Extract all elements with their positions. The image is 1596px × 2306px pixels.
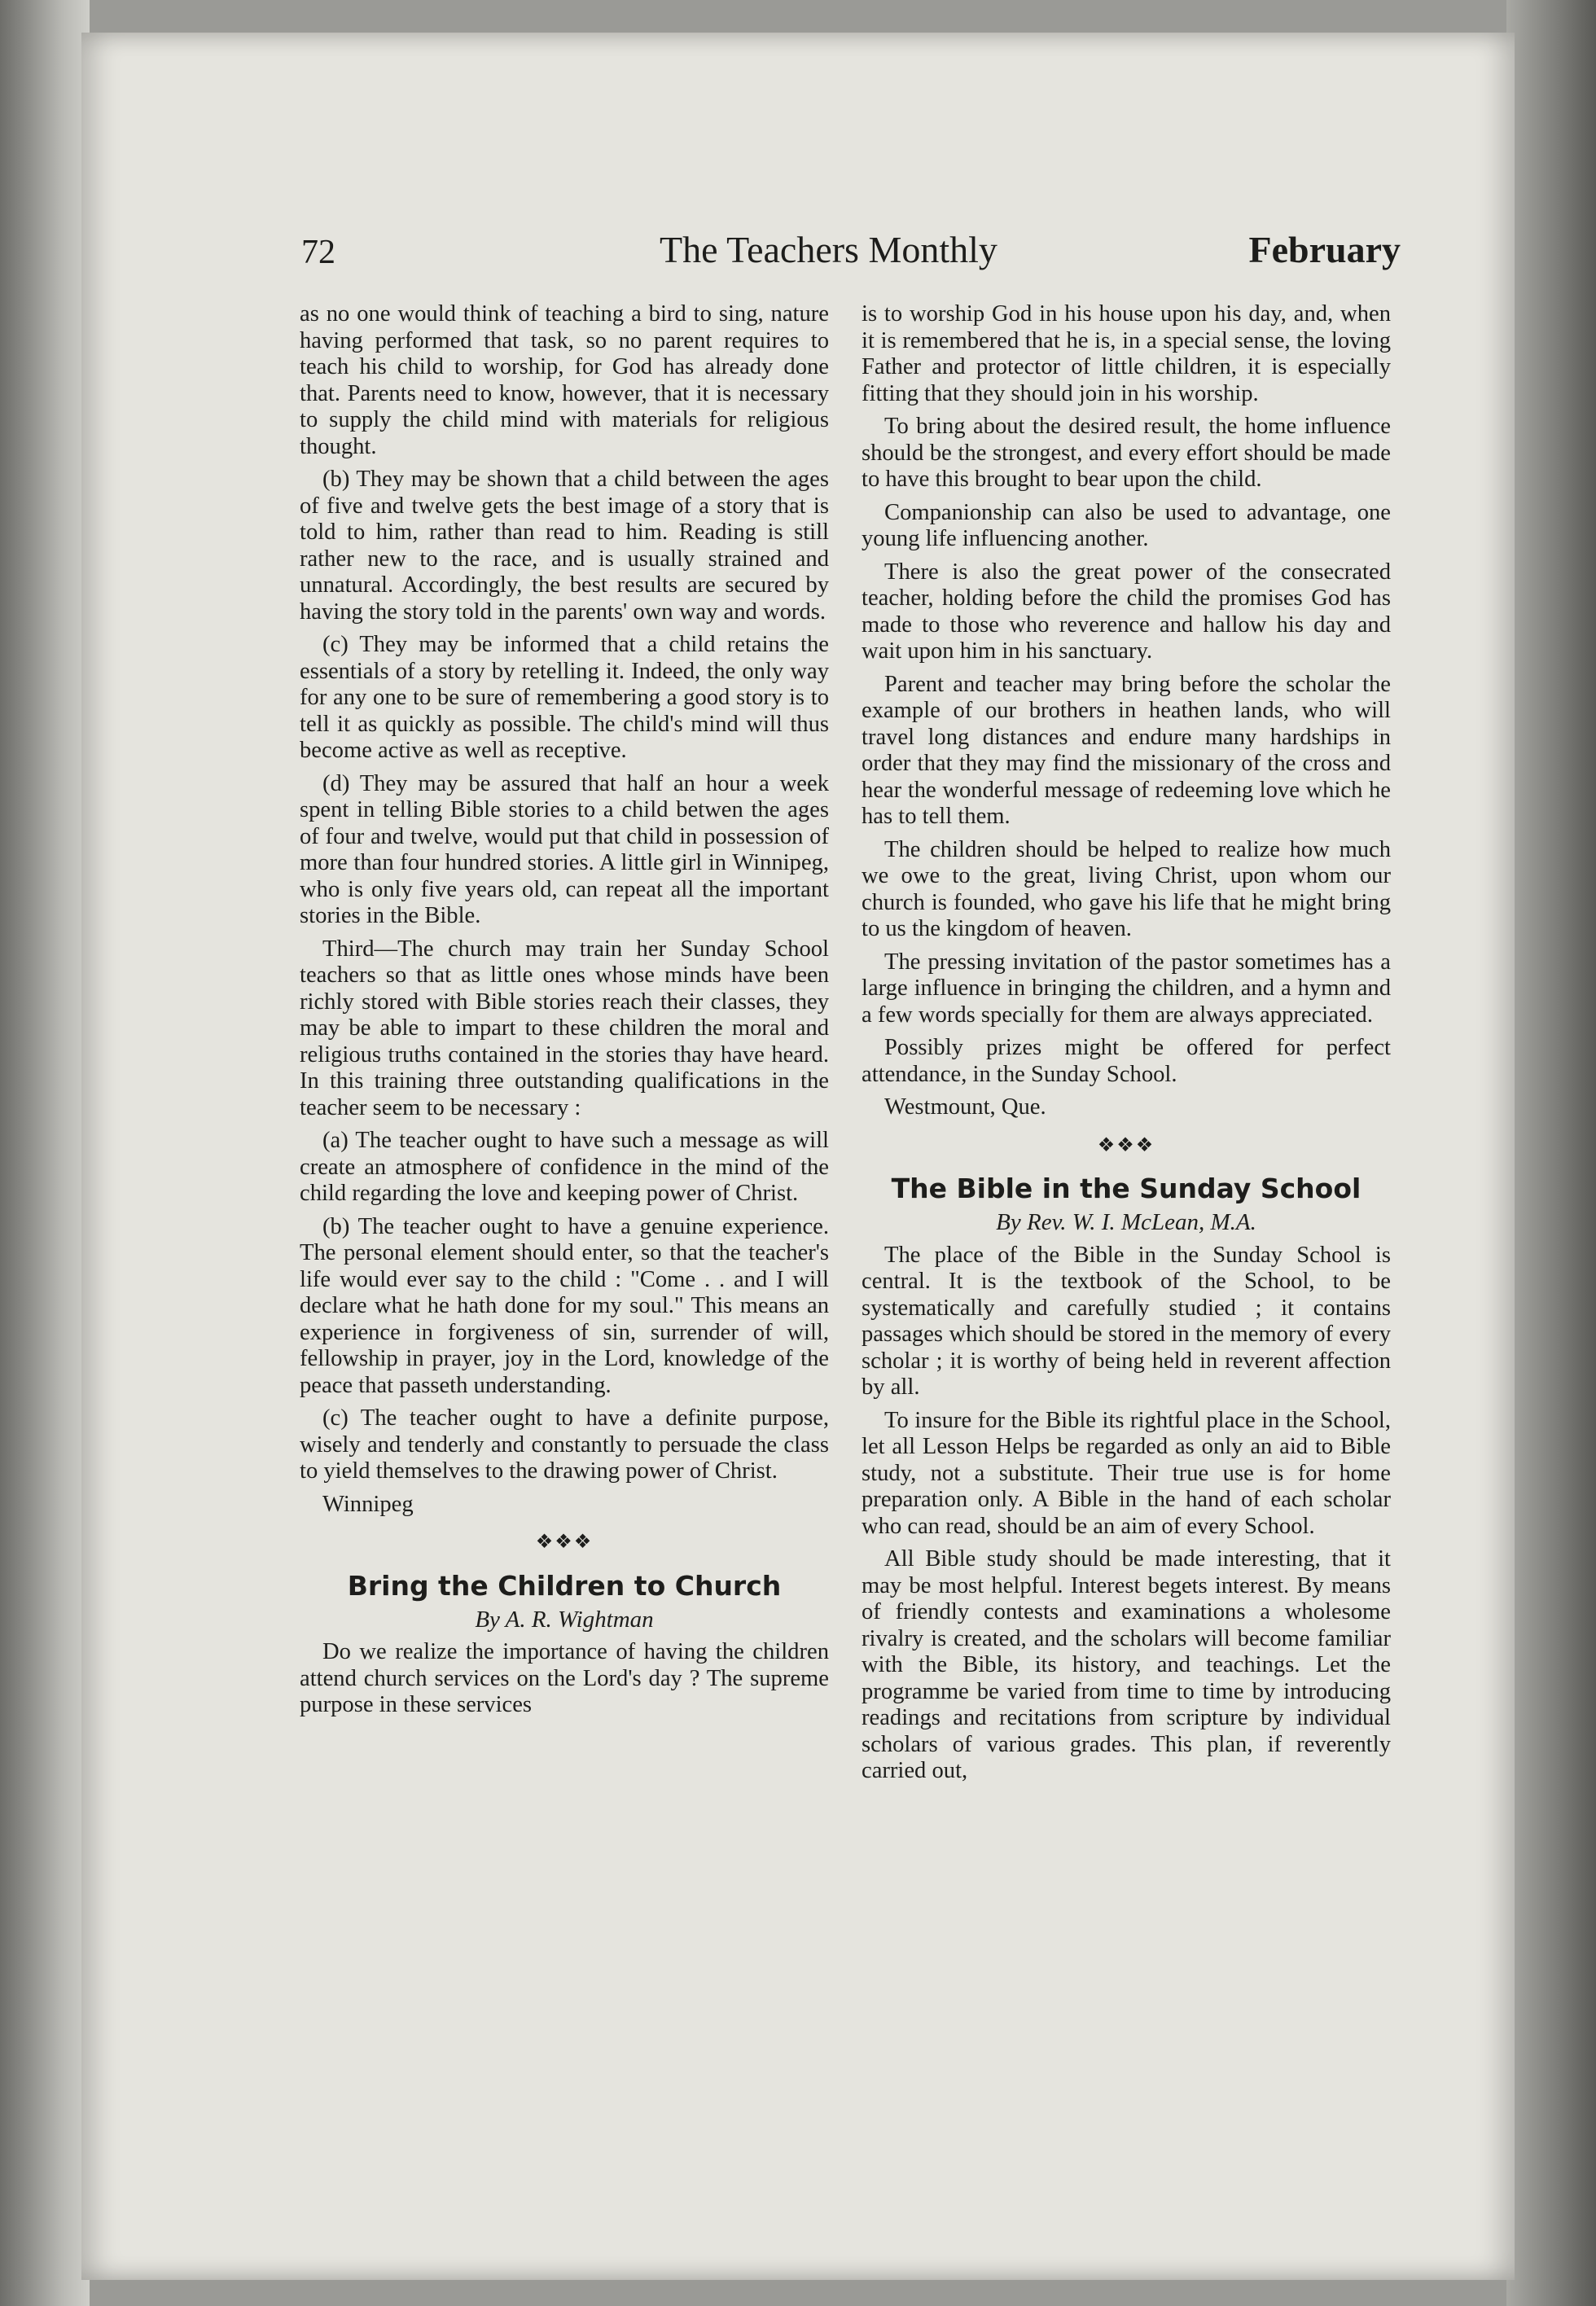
paragraph: The children should be helped to realize how much we owe to the great, living Christ, upon whom our church is founded, who gave his life that he might bring to us the kingdom of heaven.	[862, 836, 1391, 941]
paragraph: Possibly prizes might be offered for perfect attendance, in the Sunday School.	[862, 1035, 1391, 1087]
running-header	[301, 228, 1401, 285]
paragraph: is to worship God in his house upon his day, and, when it is remembered that he is, in a special sense, the loving Father and protector of little children, it is especially fitting that they should join in his worship.	[862, 301, 1391, 406]
scan-left-edge	[0, 0, 90, 2306]
paragraph: (b) The teacher ought to have a genuine experience. The personal element should enter, so that the teacher's life would ever say to the child : "Come . . and I will declare what he hath done for my soul." This means an experience in forgiveness of sin, surrender of will, fellowship in prayer, joy in the Lord, knowledge of the peace that passeth understanding.	[300, 1213, 829, 1398]
paragraph: Do we realize the importance of having the children attend church services on the Lord's day ? The supreme purpose in these services	[300, 1639, 829, 1717]
article-title: The Bible in the Sunday School	[891, 1173, 1361, 1204]
paragraph: To insure for the Bible its rightful place in the School, let all Lesson Helps be regarded as only an aid to Bible study, not a substitute. Their true use is for home preparation only. A Bible in the hand of each scholar who can read, should be an aim of every School.	[862, 1407, 1391, 1539]
ornament-divider: ❖❖❖	[1097, 1134, 1155, 1156]
paragraph: Third—The church may train her Sunday School teachers so that as little ones whose minds have been richly stored with Bible stories reach their classes, they may be able to impart to these children the moral and religious truths contained in the stories thay have heard. In this training three outstanding qualifications in the teacher seem to be necessary :	[300, 936, 829, 1120]
article-title: Bring the Children to Church	[347, 1569, 782, 1602]
article-byline: By A. R. Wightman	[475, 1606, 654, 1633]
left-column	[300, 301, 829, 1725]
paragraph: (c) The teacher ought to have a definite purpose, wisely and tenderly and constantly to persuade the class to yield themselves to the drawing power of Christ.	[300, 1405, 829, 1484]
issue-month: February	[1248, 229, 1401, 270]
paragraph: The place of the Bible in the Sunday School is central. It is the textbook of the School, to be systematically and carefully studied ; it contains passages which should be stored in the memory of every scholar ; it is worthy of being held in reverent affection by all.	[862, 1242, 1391, 1400]
paragraph: as no one would think of teaching a bird to sing, nature having performed that task, so no parent requires to teach his child to worship, for God has already done that. Parents need to know, however, that it is necessary to supply the child mind with materials for religious thought.	[300, 301, 829, 459]
paragraph: (b) They may be shown that a child between the ages of five and twelve gets the best image of a story that is told to him, rather than read to him. Reading is still rather new to the race, and is usually strained and unnatural. Accordingly, the best results are secured by having the story told in the parents' own way and words.	[300, 467, 829, 625]
paragraph: Parent and teacher may bring before the scholar the example of our brothers in heathen lands, who will travel long distances and endure many hardships in order that they may find the missionary of the cross and hear the wonderful message of redeeming love which he has to tell them.	[862, 671, 1391, 829]
ornament-divider: ❖❖❖	[535, 1532, 594, 1553]
paragraph: All Bible study should be made interesting, that it may be most helpful. Interest begets interest. By means of friendly contests and examinations a wholesome rivalry is created, and the scholars will become familiar with the Bible, its history, and teachings. Let the programme be varied from time to time by introducing readings and recitations from scripture by individual scholars of various grades. This plan, if reverently carried out,	[862, 1546, 1391, 1783]
paragraph: (a) The teacher ought to have such a message as will create an atmosphere of confidence in the mind of the child regarding the love and keeping power of Christ.	[300, 1128, 829, 1206]
scan-right-edge	[1506, 0, 1596, 2306]
journal-title: The Teachers Monthly	[660, 229, 998, 270]
paragraph: To bring about the desired result, the home influence should be the strongest, and every effort should be made to have this brought to bear upon the child.	[862, 414, 1391, 492]
paragraph: There is also the great power of the consecrated teacher, holding before the child the promises God has made to those who reverence and hallow his day and wait upon him in his sanctuary.	[862, 559, 1391, 664]
paragraph: Companionship can also be used to advantage, one young life influencing another.	[862, 499, 1391, 551]
dateline: Winnipeg	[322, 1491, 414, 1517]
right-column	[862, 301, 1391, 1791]
paragraph: (c) They may be informed that a child retains the essentials of a story by retelling it. Indeed, the only way for any one to be sure of remembering a good story is to tell it as quickly as possible. The child's mind will thus become active as well as receptive.	[300, 632, 829, 763]
page-number: 72	[301, 234, 335, 271]
paragraph: The pressing invitation of the pastor sometimes has a large influence in bringing the children, and a hymn and a few words specially for them are always appreciated.	[862, 949, 1391, 1028]
dateline: Westmount, Que.	[884, 1094, 1046, 1120]
paragraph: (d) They may be assured that half an hour a week spent in telling Bible stories to a child betwen the ages of four and twelve, would put that child in possession of more than four hundred stories. A little girl in Winnipeg, who is only five years old, can repeat all the important stories in the Bible.	[300, 770, 829, 928]
article-byline: By Rev. W. I. McLean, M.A.	[996, 1209, 1256, 1235]
